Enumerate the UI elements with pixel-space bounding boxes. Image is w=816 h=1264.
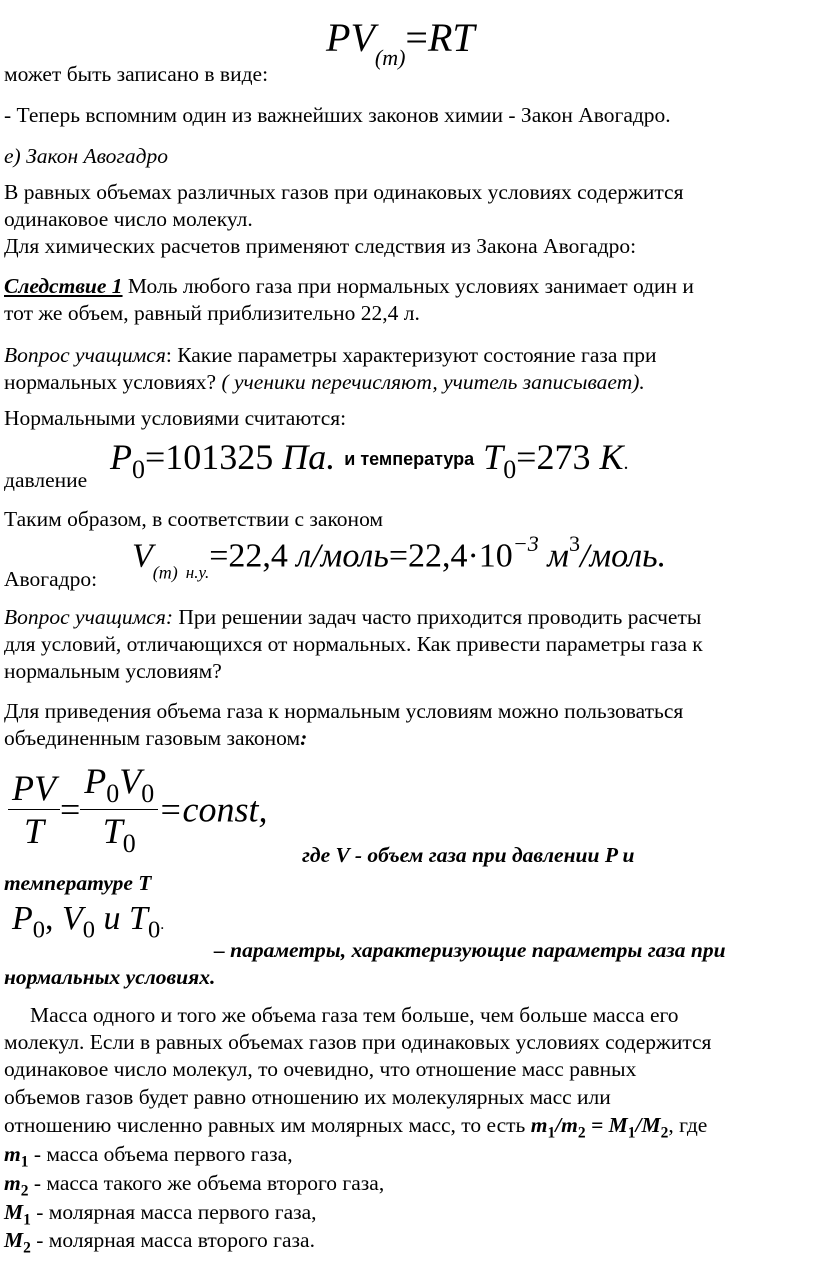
text-line: В равных объемах различных газов при одинаковых условиях содержится xyxy=(4,180,684,204)
formula-normal-params: $P_0$, $V_0$ и $T_0$. xyxy=(12,900,165,944)
text-line: давление xyxy=(4,468,88,492)
text-line: объемов газов будет равно отношению их молекулярных масс или xyxy=(4,1085,611,1109)
text-line: Таким образом, в соответствии с законом xyxy=(4,507,384,531)
text-line: может быть записано в виде: xyxy=(4,62,269,86)
section-heading: е) Закон Авогадро xyxy=(4,144,168,168)
text-line: тот же объем, равный приблизительно 22,4 л. xyxy=(4,301,420,325)
definition-line: $M_1$ - молярная масса первого газа, xyxy=(4,1200,317,1229)
corollary-line: Следствие 1 Моль любого газа при нормальных условиях занимает один и xyxy=(4,274,694,298)
text-line: где V - объем газа при давлении P и xyxy=(302,843,635,867)
text-line: температуре T xyxy=(4,871,152,895)
text-line: нормальным условиям? xyxy=(4,659,222,683)
formula-normal-conditions: $P_0=101325$ Па. и температура $T_0=273$ K. xyxy=(110,437,629,485)
formula-molar-volume: $V_{(m)}$ $_{н.у.}$=22,4 $л/моль=22,4\cdot 10^{-3}$ $м^3$/моль. xyxy=(132,531,667,583)
text-line: Масса одного и того же объема газа тем больше, чем больше масса его xyxy=(30,1003,679,1027)
text-line: для условий, отличающихся от нормальных. Как привести параметры газа к xyxy=(4,632,703,656)
formula-combined-gas-law: $\frac{PV}{T}$ = $\frac{P_0V_0}{T_0}$ =const, xyxy=(8,760,268,859)
text-line: - Теперь вспомним один из важнейших законов химии - Закон Авогадро. xyxy=(4,103,671,127)
definition-line: $M_2$ - молярная масса второго газа. xyxy=(4,1228,315,1257)
text-line: нормальных условиях. xyxy=(4,965,216,989)
text-line: объединенным газовым законом: xyxy=(4,726,308,750)
question-line: Вопрос учащимся: При решении задач часто приходится проводить расчеты xyxy=(4,605,702,629)
question-line: нормальных условиях? ( ученики перечисляют, учитель записывает). xyxy=(4,370,645,394)
text-line: Для приведения объема газа к нормальным условиям можно пользоваться xyxy=(4,699,684,723)
definition-line: $m_2$ - масса такого же объема второго газа, xyxy=(4,1171,385,1200)
text-line: Нормальными условиями считаются: xyxy=(4,406,347,430)
text-line: одинаковое число молекул. xyxy=(4,207,253,231)
text-line: молекул. Если в равных объемах газов при одинаковых условиях содержится xyxy=(4,1030,712,1054)
corollary-heading: Следствие 1 xyxy=(4,274,123,298)
formula-pv-rt: $PV_{(m)}=RT$ xyxy=(326,15,475,70)
question-line: Вопрос учащимся: Какие параметры характеризуют состояние газа при xyxy=(4,343,657,367)
text-line: одинаковое число молекул, то очевидно, что отношение масс равных xyxy=(4,1057,637,1081)
text-line: – параметры, характеризующие параметры газа при xyxy=(214,938,726,962)
text-line: Авогадро: xyxy=(4,567,98,591)
text-line: Для химических расчетов применяют следствия из Закона Авогадро: xyxy=(4,234,637,258)
text-line: отношению численно равных им молярных масс, то есть $m_1/m_2 = M_1/M_2$, где xyxy=(4,1113,708,1142)
definition-line: $m_1$ - масса объема первого газа, xyxy=(4,1142,293,1171)
